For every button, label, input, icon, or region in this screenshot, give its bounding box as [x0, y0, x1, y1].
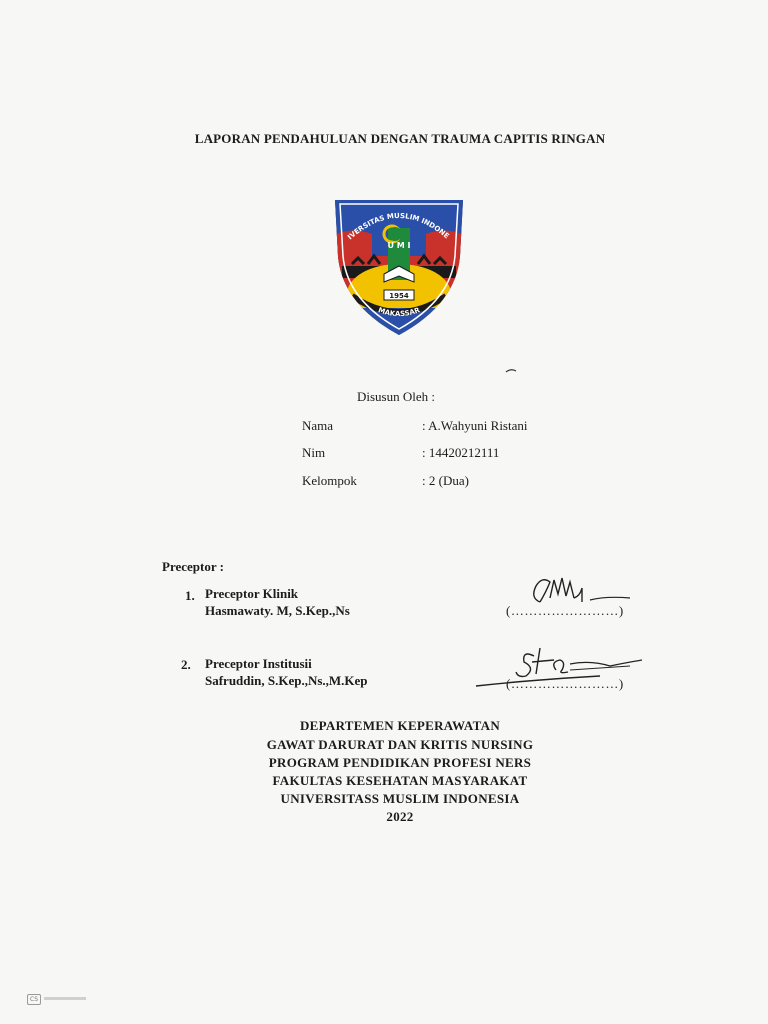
logo-year: 1954: [389, 292, 409, 300]
document-title: LAPORAN PENDAHULUAN DENGAN TRAUMA CAPITIS RINGAN: [194, 131, 606, 146]
group-value: : 2 (Dua): [422, 473, 469, 488]
scanner-watermark-text: [44, 997, 86, 1000]
footer-line-specialty: GAWAT DARURAT DAN KRITIS NURSING: [266, 737, 534, 752]
logo-bottom-text: MAKASSAR: [377, 306, 421, 319]
preceptor-2-signature: [470, 640, 650, 692]
footer-line-university: UNIVERSITASS MUSLIM INDONESIA: [280, 791, 520, 806]
preceptor-1-signature-line: (……………………): [506, 603, 624, 618]
scanner-watermark-icon: CS: [27, 994, 41, 1005]
stray-pen-mark: [505, 368, 517, 374]
preceptor-1-signature: [520, 572, 640, 616]
name-label: Nama: [302, 418, 334, 433]
preceptor-1-name: Hasmawaty. M, S.Kep.,Ns: [205, 603, 350, 618]
preceptor-heading: Preceptor :: [162, 559, 224, 574]
university-logo: [332, 196, 466, 338]
preceptor-2-title: Preceptor Institusii: [205, 656, 312, 671]
name-value: : A.Wahyuni Ristani: [422, 418, 528, 433]
preceptor-2-signature-line: (……………………): [506, 676, 624, 691]
prepared-by-heading: Disusun Oleh :: [357, 389, 435, 404]
footer-line-year: 2022: [386, 809, 414, 824]
preceptor-2-name: Safruddin, S.Kep.,Ns.,M.Kep: [205, 673, 368, 688]
nim-label: Nim: [302, 445, 326, 460]
logo-top-text: IVERSITAS MUSLIM INDONE: [346, 211, 451, 242]
preceptor-1-title: Preceptor Klinik: [205, 586, 299, 601]
nim-value: : 14420212111: [422, 445, 500, 460]
preceptor-1-number: 1.: [185, 588, 195, 603]
group-label: Kelompok: [302, 473, 357, 488]
footer-line-faculty: FAKULTAS KESEHATAN MASYARAKAT: [272, 773, 528, 788]
preceptor-2-number: 2.: [181, 657, 191, 672]
logo-letters: U M I: [387, 241, 411, 250]
footer-line-department: DEPARTEMEN KEPERAWATAN: [299, 718, 501, 733]
footer-line-program: PROGRAM PENDIDIKAN PROFESI NERS: [268, 755, 532, 770]
